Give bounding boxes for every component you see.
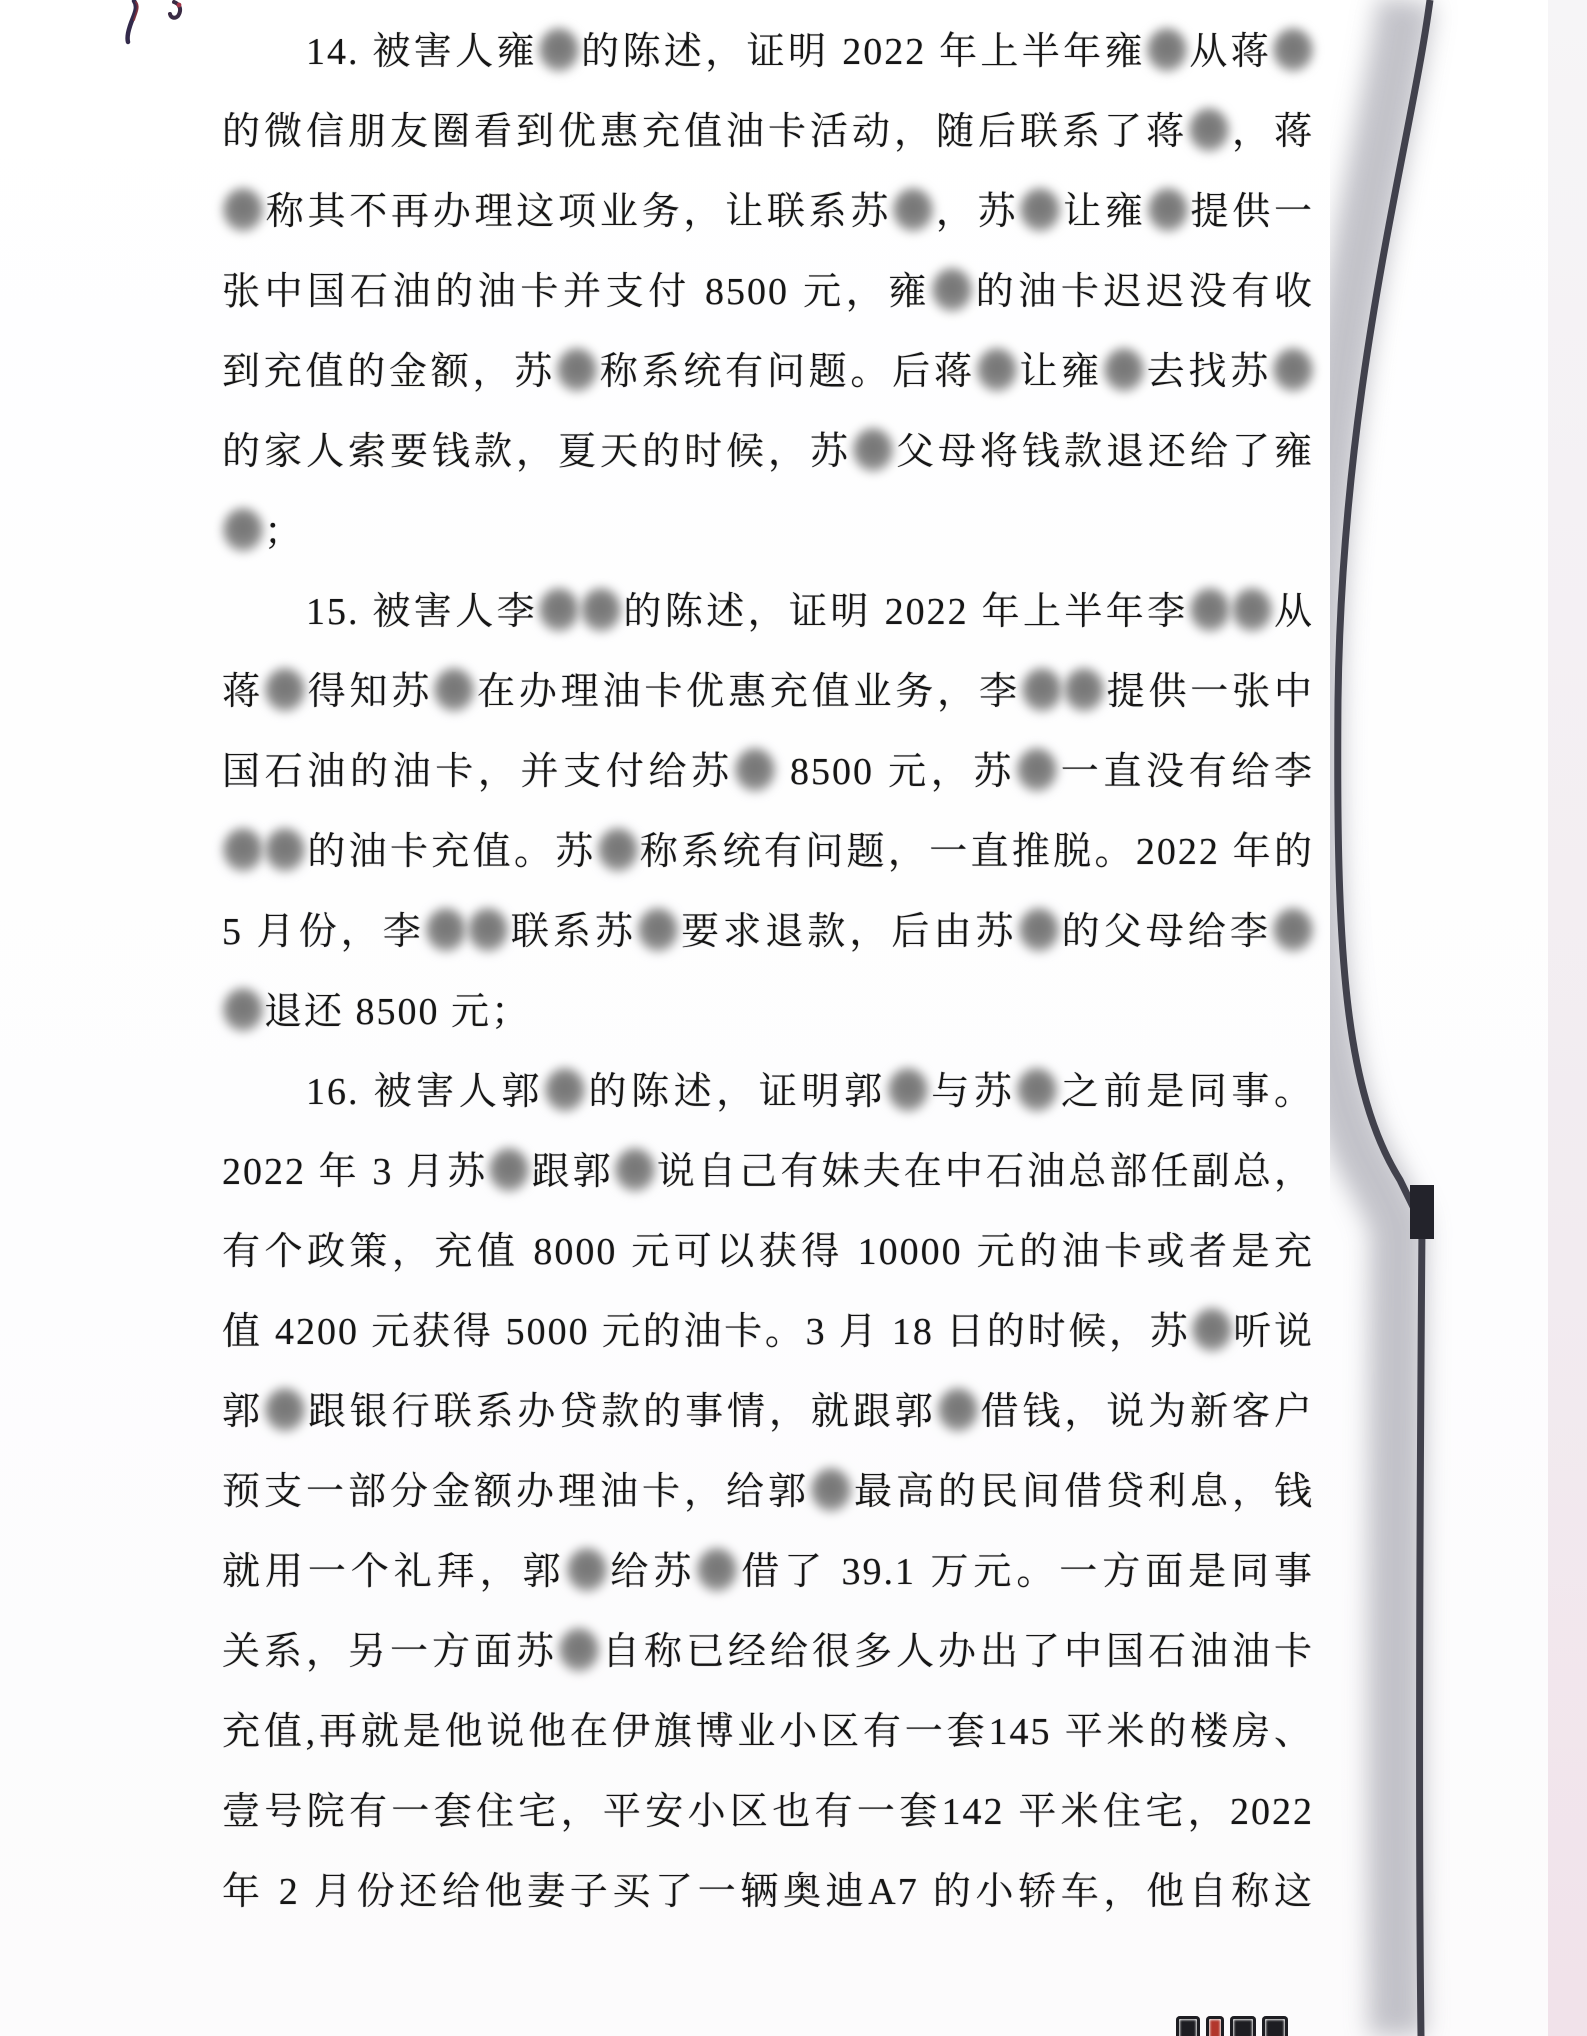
text-run: 5 月份，李 xyxy=(222,911,425,953)
text-line xyxy=(222,492,1314,572)
text-run: ，蒋 xyxy=(1229,111,1314,153)
redaction-blob xyxy=(1017,748,1057,792)
redaction-blob xyxy=(426,908,466,952)
text-line xyxy=(222,172,1314,252)
text-run: 称系统有问题。后蒋 xyxy=(598,351,976,393)
text-run: 与苏 xyxy=(928,1071,1017,1113)
text-run: 跟银行联系办贷款的事情，就跟郭 xyxy=(305,1391,937,1433)
watermark-red-glyph xyxy=(1206,2016,1224,2036)
watermark-glyph xyxy=(1262,2016,1288,2036)
text-run: 郭 xyxy=(222,1391,264,1433)
text-run: 称其不再办理这项业务，让联系苏 xyxy=(264,191,893,233)
text-line xyxy=(222,1132,1314,1212)
text-run: 听说 xyxy=(1232,1311,1314,1353)
redaction-blob xyxy=(735,748,775,792)
redaction-blob xyxy=(1022,668,1062,712)
redaction-blob xyxy=(265,1388,305,1432)
text-run: 称系统有问题，一直推脱。2022 年的 xyxy=(638,831,1314,873)
text-line xyxy=(222,92,1314,172)
redaction-blob xyxy=(1273,348,1313,392)
redaction-blob xyxy=(468,908,508,952)
text-run: 要求退款，后由苏 xyxy=(679,911,1018,953)
redaction-blob xyxy=(598,828,638,872)
text-run: 的父母给李 xyxy=(1059,911,1272,953)
text-run: 的陈述，证明郭 xyxy=(585,1071,887,1113)
text-run: 8500 元，苏 xyxy=(775,751,1017,793)
text-run: 关系，另一方面苏 xyxy=(222,1631,558,1673)
text-run: 提供一张中 xyxy=(1104,671,1314,713)
text-run: 蒋 xyxy=(222,671,264,713)
redaction-blob xyxy=(434,668,474,712)
text-run: 说自己有妹夫在中石油总部任副总， xyxy=(655,1151,1314,1193)
redaction-blob xyxy=(1147,28,1187,72)
redaction-blob xyxy=(545,1068,585,1112)
text-run: 到充值的金额，苏 xyxy=(222,351,557,393)
redaction-blob xyxy=(1273,908,1313,952)
text-line xyxy=(222,412,1314,492)
redaction-blob xyxy=(1192,1308,1232,1352)
text-run: 15. 被害人李 xyxy=(306,591,538,633)
redaction-blob xyxy=(265,668,305,712)
redaction-blob xyxy=(1273,28,1313,72)
text-run: 的家人索要钱款，夏天的时候，苏 xyxy=(222,431,852,473)
text-run: 14. 被害人雍 xyxy=(306,31,538,73)
text-run: 的陈述，证明 2022 年上半年李 xyxy=(622,591,1189,633)
redaction-blob xyxy=(1020,188,1060,232)
text-line xyxy=(222,12,1314,92)
text-run: 联系苏 xyxy=(508,911,638,953)
redaction-blob xyxy=(1148,188,1188,232)
redaction-blob xyxy=(567,1548,607,1592)
handwritten-mark xyxy=(112,0,212,46)
redaction-blob xyxy=(265,828,305,872)
redaction-blob xyxy=(1019,908,1059,952)
redaction-blob xyxy=(559,1628,599,1672)
text-line xyxy=(222,732,1314,812)
text-line xyxy=(222,1772,1314,1852)
redaction-blob xyxy=(1017,1068,1057,1112)
text-run: 从蒋 xyxy=(1187,31,1272,73)
text-run: 国石油的油卡，并支付给苏 xyxy=(222,751,734,793)
text-run: 让雍 xyxy=(1061,191,1147,233)
redaction-blob xyxy=(977,348,1017,392)
text-run: 从 xyxy=(1272,591,1314,633)
watermark-partial xyxy=(1172,2014,1312,2036)
redaction-blob xyxy=(853,428,893,472)
text-line xyxy=(222,1372,1314,1452)
text-run: 的油卡迟迟没有收 xyxy=(972,271,1314,313)
text-run: 退还 8500 元； xyxy=(264,991,532,1033)
redaction-blob xyxy=(938,1388,978,1432)
text-line xyxy=(222,812,1314,892)
watermark-glyph xyxy=(1230,2016,1256,2036)
watermark-glyph xyxy=(1176,2016,1200,2036)
gutter-notch xyxy=(1410,1185,1434,1239)
text-run: 的微信朋友圈看到优惠充值油卡活动，随后联系了蒋 xyxy=(222,111,1188,153)
text-run: 有个政策，充值 8000 元可以获得 10000 元的油卡或者是充 xyxy=(222,1231,1314,1273)
text-run: 预支一部分金额办理油卡，给郭 xyxy=(222,1471,810,1513)
text-run: 充值,再就是他说他在伊旗博业小区有一套145 平米的楼房、 xyxy=(222,1711,1314,1753)
text-run: 跟郭 xyxy=(530,1151,614,1193)
text-run: 之前是同事。 xyxy=(1058,1071,1314,1113)
text-line xyxy=(222,1532,1314,1612)
text-line xyxy=(222,1292,1314,1372)
text-run: 壹号院有一套住宅，平安小区也有一套142 平米住宅，2022 xyxy=(222,1791,1314,1833)
text-run: 值 4200 元获得 5000 元的油卡。3 月 18 日的时候，苏 xyxy=(222,1311,1191,1353)
text-run: 去找苏 xyxy=(1144,351,1272,393)
redaction-blob xyxy=(223,828,263,872)
redaction-blob xyxy=(539,588,579,632)
redaction-blob xyxy=(1232,588,1272,632)
redaction-blob xyxy=(223,508,263,552)
text-run: ，苏 xyxy=(934,191,1020,233)
text-run: 2022 年 3 月苏 xyxy=(222,1151,489,1193)
redaction-blob xyxy=(893,188,933,232)
page-edge-tint xyxy=(1548,0,1587,2036)
document-body xyxy=(222,12,1314,1932)
text-run: 给苏 xyxy=(607,1551,697,1593)
redaction-blob xyxy=(932,268,972,312)
text-line xyxy=(222,1452,1314,1532)
redaction-blob xyxy=(697,1548,737,1592)
redaction-blob xyxy=(539,28,579,72)
text-line xyxy=(222,1692,1314,1772)
redaction-blob xyxy=(557,348,597,392)
redaction-blob xyxy=(1104,348,1144,392)
redaction-blob xyxy=(581,588,621,632)
redaction-blob xyxy=(615,1148,655,1192)
text-run: 借了 39.1 万元。一方面是同事 xyxy=(738,1551,1314,1593)
paragraph-16 xyxy=(222,1052,1314,1932)
text-run: 年 2 月份还给他妻子买了一辆奥迪A7 的小轿车，他自称这 xyxy=(222,1871,1314,1913)
text-run: 父母将钱款退还给了雍 xyxy=(893,431,1314,473)
redaction-blob xyxy=(1189,108,1229,152)
text-run: 最高的民间借贷利息，钱 xyxy=(851,1471,1314,1513)
redaction-blob xyxy=(223,188,263,232)
text-run: 16. 被害人郭 xyxy=(306,1071,544,1113)
pen-dot xyxy=(177,3,182,8)
text-run: 借钱，说为新客户 xyxy=(978,1391,1314,1433)
paragraph-14 xyxy=(222,12,1314,572)
text-run: 在办理油卡优惠充值业务，李 xyxy=(475,671,1021,713)
redaction-blob xyxy=(638,908,678,952)
redaction-blob xyxy=(888,1068,928,1112)
redaction-blob xyxy=(811,1468,851,1512)
text-line xyxy=(222,572,1314,652)
text-run: 让雍 xyxy=(1017,351,1103,393)
redaction-blob xyxy=(223,988,263,1032)
text-run: 一直没有给李 xyxy=(1058,751,1314,793)
text-line xyxy=(222,1852,1314,1932)
paragraph-15 xyxy=(222,572,1314,1052)
text-run: ； xyxy=(264,511,305,553)
text-run: 的油卡充值。苏 xyxy=(306,831,597,873)
text-run: 自称已经给很多人办出了中国石油油卡 xyxy=(600,1631,1314,1673)
text-run: 提供一 xyxy=(1188,191,1314,233)
text-line xyxy=(222,652,1314,732)
text-run: 就用一个礼拜，郭 xyxy=(222,1551,566,1593)
text-line xyxy=(222,1612,1314,1692)
redaction-blob xyxy=(489,1148,529,1192)
text-line xyxy=(222,892,1314,972)
text-run: 得知苏 xyxy=(305,671,434,713)
text-line xyxy=(222,1212,1314,1292)
text-run: 张中国石油的油卡并支付 8500 元，雍 xyxy=(222,271,931,313)
text-line xyxy=(222,972,1314,1052)
text-line xyxy=(222,332,1314,412)
redaction-blob xyxy=(1064,668,1104,712)
text-run: 的陈述，证明 2022 年上半年雍 xyxy=(579,31,1146,73)
text-line xyxy=(222,1052,1314,1132)
text-line xyxy=(222,252,1314,332)
redaction-blob xyxy=(1190,588,1230,632)
gutter-shade xyxy=(1330,0,1406,2036)
